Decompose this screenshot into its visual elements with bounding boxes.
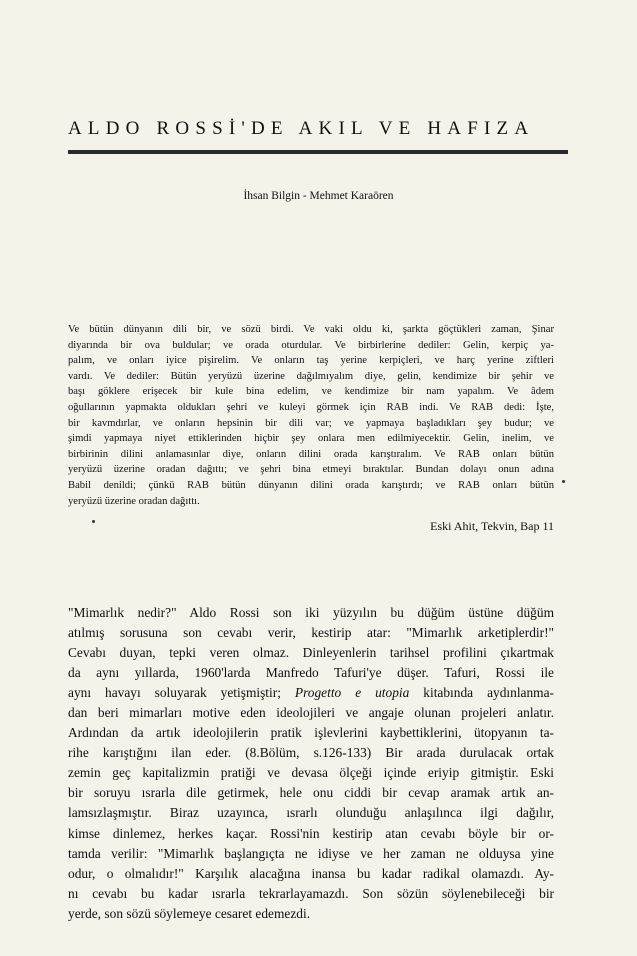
body-line: nı cevabı bu kadar ısrarla tekrarlayamazdı. Son sözün söylenebileceği bir: [68, 885, 554, 901]
title-rule: [68, 150, 568, 154]
epigraph-line: Babil denildi; çünkü RAB bütün dünyanın dilini orada karıştırdı; ve RAB onları bütün: [68, 479, 554, 491]
body-line: [68, 683, 554, 703]
body-line: dan beri mimarları motive eden ideolojileri ve angaje olunan projeleri anlatır.: [68, 705, 554, 721]
epigraph-line: birbirinin dilini anlamasınlar diye, onların dilini orada karıştıralım. Ve RAB onları bütün: [68, 448, 554, 460]
ink-speck: [562, 480, 565, 483]
body-line: da aynı yıllarda, 1960'larda Manfredo Tafuri'ye düşer. Tafuri, Rossi ile: [68, 665, 554, 681]
body-line: Ardından da artık ideolojilerin pratik işlevlerini kaybettiklerini, ütopyanın ta-: [68, 725, 554, 741]
body-line: yerde, son sözü söylemeye cesaret edemezdi.: [68, 905, 311, 921]
epigraph-line: oğullarının yapmakta oldukları şehri ve kuleyi görmek için RAB indi. Ve RAB dedi: İşte,: [68, 401, 554, 413]
ink-speck: [92, 520, 95, 523]
body-line: rihe karıştığını ilan eder. (8.Bölüm, s.126-133) Bir arada durulacak ortak: [68, 745, 554, 761]
body-paragraph: [68, 603, 554, 924]
epigraph-line: yeryüzü üzerine oradan dağıttı.: [68, 495, 200, 507]
epigraph-line: bir kavmdırlar, ve onların hepsinin bir dili var; ve yapmaya başladıkları şey budur; ve: [68, 417, 554, 429]
epigraph-block: [68, 322, 554, 509]
epigraph-line: yeryüzü üzerine oradan dağıttı; ve şehri bina etmeyi bıraktılar. Bundan dolayı onun adına: [68, 464, 554, 476]
epigraph-line: Ve bütün dünyanın dili bir, ve sözü birdi. Ve vaki oldu ki, şarkta göçtükleri zaman, Şinar: [68, 324, 554, 335]
body-line: bir soruyu ısrarla dile getirmek, hele onu ciddi bir cevap aramak artık an-: [68, 785, 554, 801]
article-authors: İhsan Bilgin - Mehmet Karaören: [243, 190, 394, 202]
body-line: atılmış sorusuna son cevabı verir, kestirip atar: "Mimarlık arketiplerdir!": [68, 625, 554, 641]
body-line: tamda verilir: "Mimarlık başlangıçta ne idiyse ve her zaman ne olduysa yine: [68, 845, 554, 861]
epigraph-line: vardı. Ve dediler: Bütün yeryüzü üzerine dağılmıyalım diye, gelin, kendimize bir şehir ve: [68, 370, 554, 382]
article-title: ALDO ROSSİ'DE AKIL VE HAFIZA: [68, 118, 535, 139]
body-line: kimse dinlemez, herkes kaçar. Rossi'nin kestirip atan cevabı böyle bir or-: [68, 825, 554, 841]
body-line: lamsızlaşmıştır. Biraz uzayınca, ısrarlı olunduğu anlaşılınca ilgi dağılır,: [68, 805, 554, 821]
epigraph-line: şimdi yapmaya niyet ettiklerinden hiçbir şey onlara men edilmiyecektir. Gelin, inelim, ve: [68, 433, 554, 445]
epigraph-source: Eski Ahit, Tekvin, Bap 11: [430, 519, 554, 533]
body-line-tail: kitabında aydınlanma-: [409, 685, 554, 701]
epigraph-line: palım, ve onları iyice pişirelim. Ve onların taş yerine kerpiçleri, ve harç yerine ziftleri: [68, 355, 554, 367]
book-title-italic: Progetto e utopia: [294, 685, 410, 701]
body-line: "Mimarlık nedir?" Aldo Rossi son iki yüzyılın bu düğüm üstüne düğüm: [68, 605, 554, 620]
body-line: zemin geç kapitalizmin pratiği ve devasa ölçeği içinde eriyip gitmiştir. Eski: [68, 765, 554, 781]
body-line: Cevabı duyan, tepki veren olmaz. Dinleyenlerin tarihsel profilini çıkartmak: [68, 645, 554, 661]
epigraph-line: başı göklere erişecek bir kule bina edelim, ve kendimize bir nam yapalım. Ve âdem: [68, 386, 554, 398]
body-line: odur, o olmalıdır!" Karşılık alacağına inansa bu kadar radikal olamazdı. Ay-: [68, 865, 554, 881]
body-line-head: aynı havayı soluyarak yetişmiştir;: [68, 685, 295, 701]
epigraph-line: diyarında bir ova buldular; ve orada oturdular. Ve birbirlerine dediler: Gelin, kerpiç ya-: [68, 339, 554, 351]
